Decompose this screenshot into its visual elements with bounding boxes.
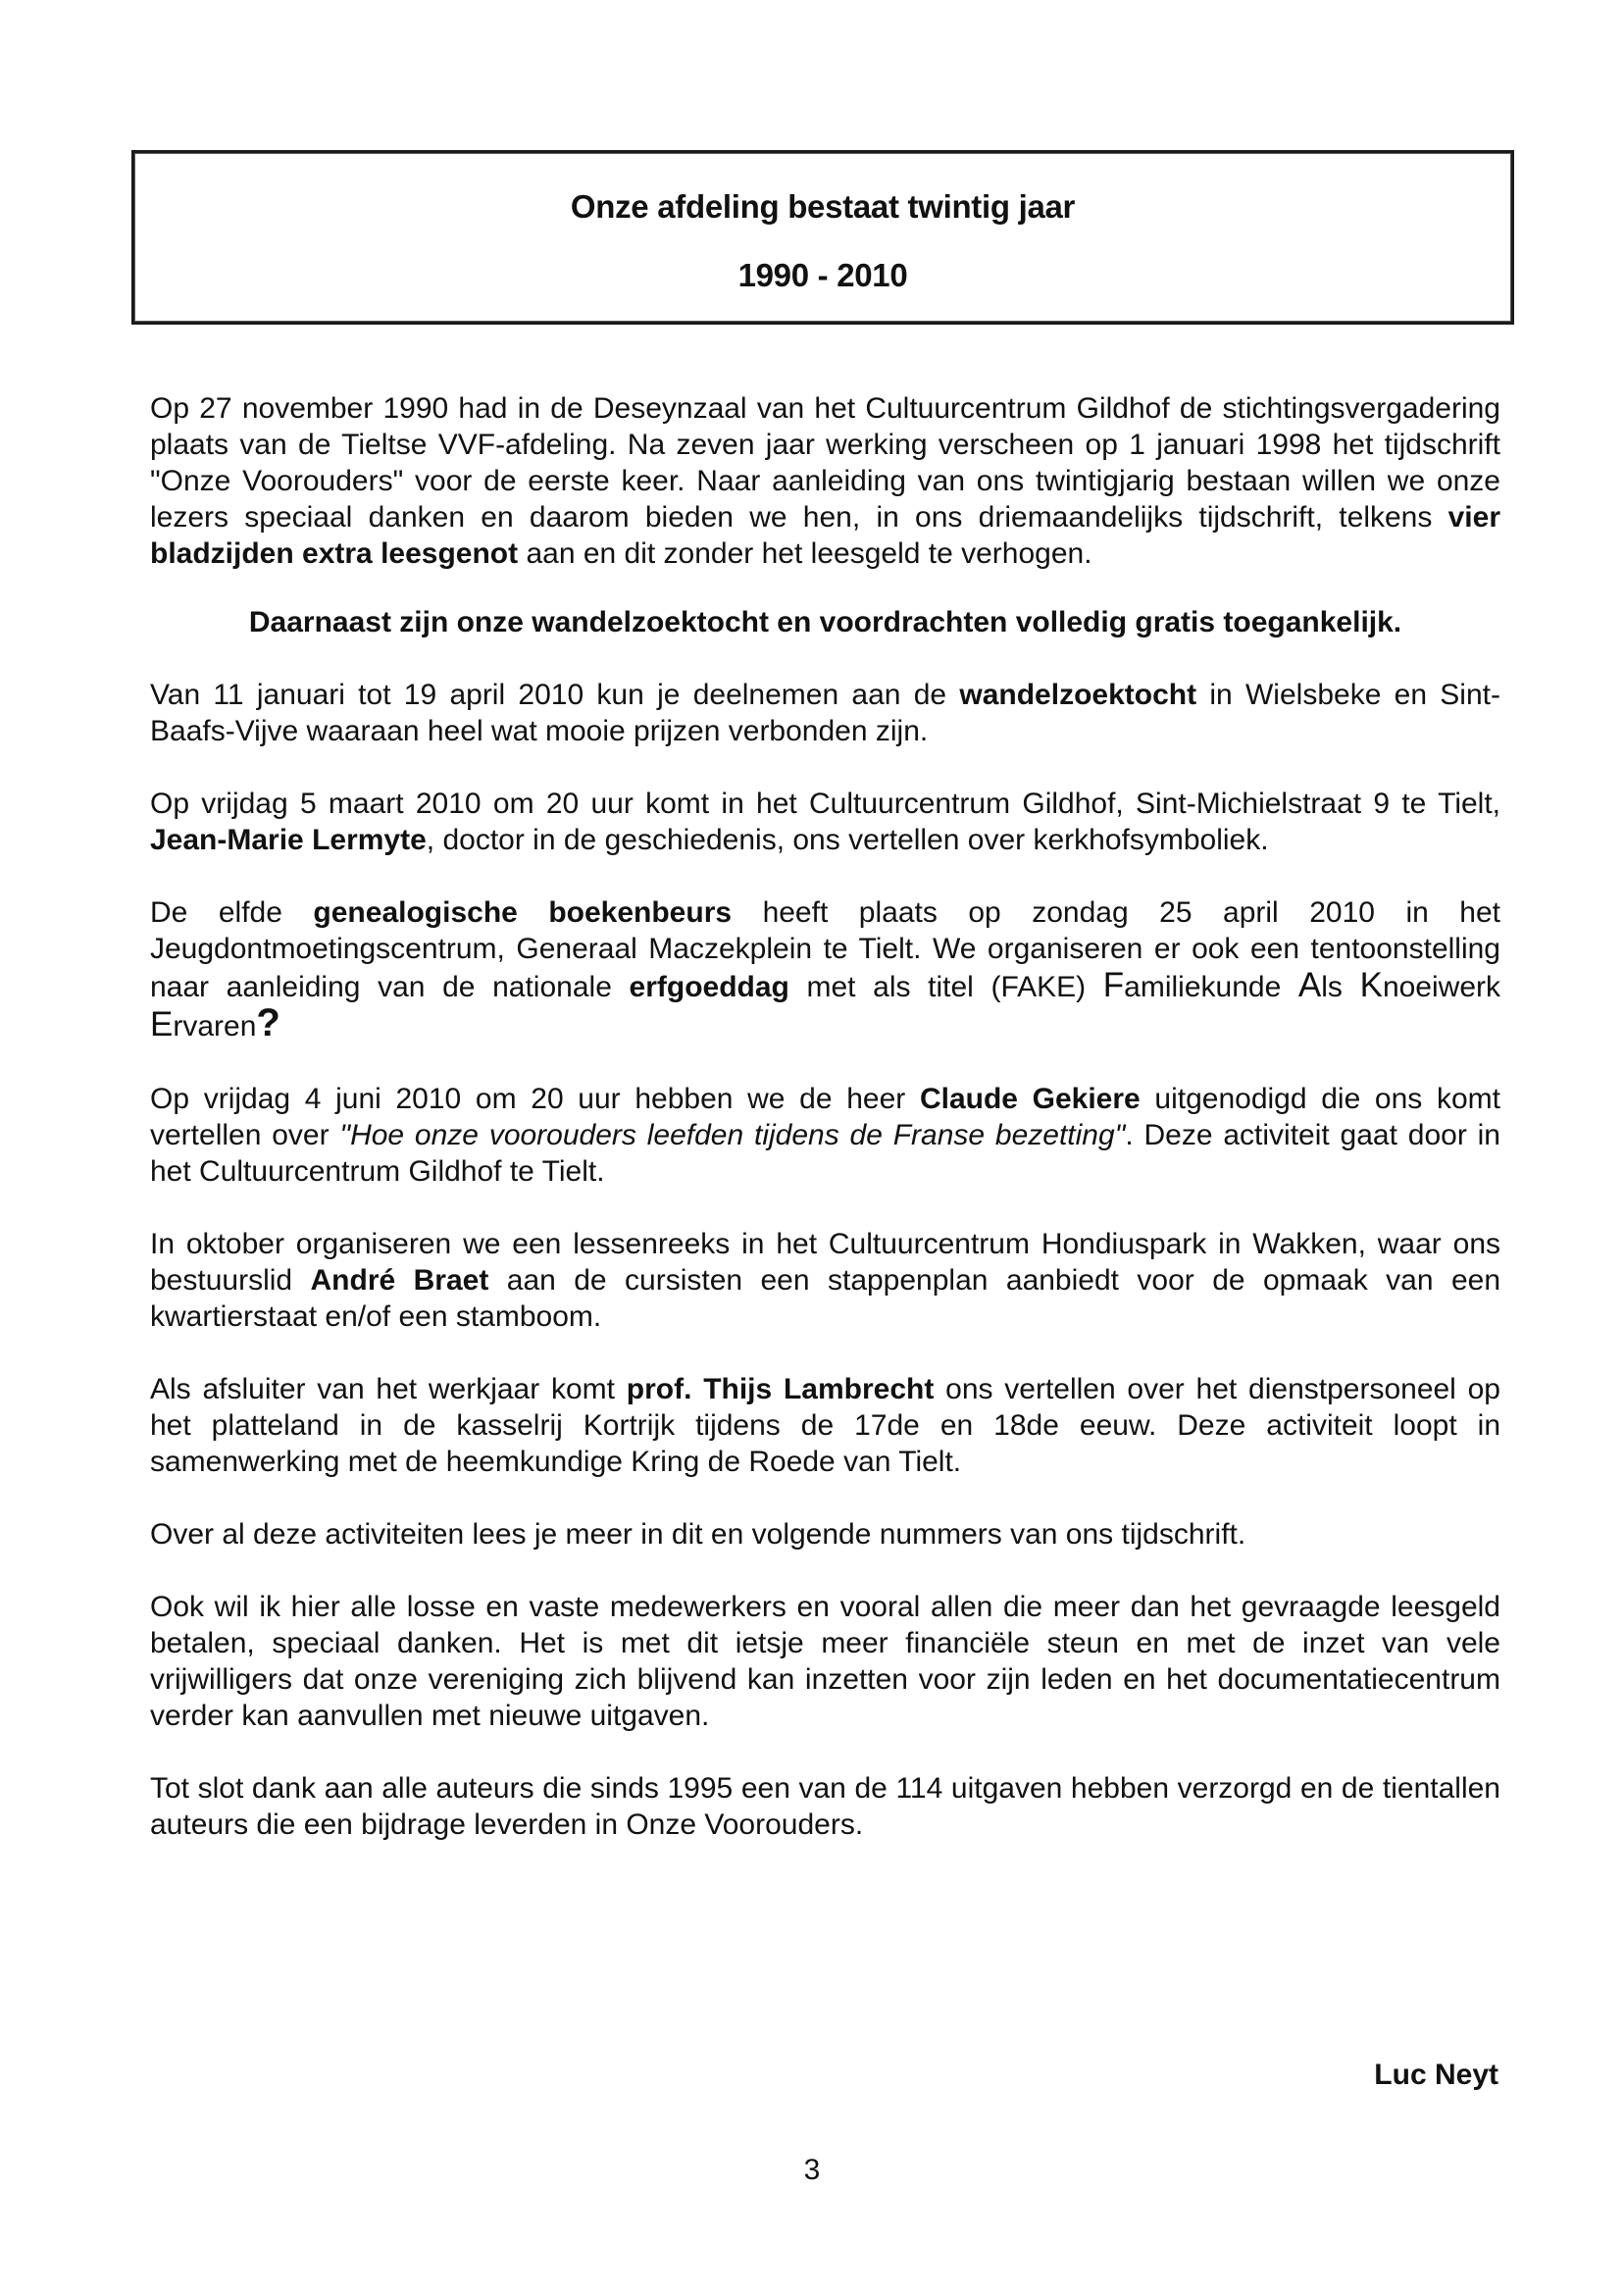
acronym-letter: E	[150, 1005, 174, 1044]
text-run: Op vrijdag 5 maart 2010 om 20 uur komt in het Cultuurcentrum Gildhof, Sint-Michielstraat 9 te Tielt,	[150, 788, 1500, 820]
acronym-letter: A	[1297, 966, 1322, 1004]
text-run: noeiwerk	[1382, 971, 1500, 1003]
text-run: aan en dit zonder het leesgeld te verhogen.	[518, 537, 1092, 570]
emphasis-speaker-gekiere: Claude Gekiere	[919, 1083, 1141, 1115]
emphasis-wandelzoektocht: wandelzoektocht	[959, 679, 1197, 711]
emphasis-erfgoeddag: erfgoeddag	[629, 971, 789, 1003]
text-run: ons vertellen over het dienstpersoneel op het platteland in de kasselrij Kortrijk tijdens de 17de en 18de eeuw. Deze activiteit loopt in samenwerking met de heemkundige Kring de Roede van Tielt.	[150, 1373, 1500, 1478]
text-run: Op vrijdag 4 juni 2010 om 20 uur hebben we de heer	[150, 1083, 920, 1115]
text-run: aan de cursisten een stappenplan aanbiedt voor de opmaak van een kwartierstaat en/of een stamboom.	[150, 1264, 1501, 1333]
author-signature: Luc Neyt	[1374, 2059, 1498, 2091]
article-body	[150, 390, 1500, 1879]
emphasis-speaker-lermyte: Jean-Marie Lermyte	[150, 824, 427, 856]
text-run: In oktober organiseren we een lessenreeks in het Cultuurcentrum Hondiuspark in Wakken, waar ons bestuurslid	[150, 1228, 1500, 1297]
emphasis-book-fair: genealogische boekenbeurs	[313, 896, 733, 929]
emphasis-extra-pages: vier bladzijden extra leesgenot	[150, 501, 1500, 570]
text-run: Van 11 januari tot 19 april 2010 kun je deelnemen aan de	[150, 679, 960, 711]
emphasis-prof-lambrecht: prof. Thijs Lambrecht	[626, 1373, 935, 1405]
paragraph-free-access: Daarnaast zijn onze wandelzoektocht en voordrachten volledig gratis toegankelijk.	[248, 606, 1402, 638]
text-run: Als afsluiter van het werkjaar komt	[150, 1373, 627, 1405]
text-run: Op 27 november 1990 had in de Deseynzaal van het Cultuurcentrum Gildhof de stichtingsvergadering plaats van de Tieltse VVF-afdeling. Na zeven jaar werking verscheen op 1 januari 1998 het tijdschrift "Onze Voorouders" voor de eerste keer. Naar aanleiding van ons twintigjarig bestaan willen we onze lezers speciaal danken en daarom bieden we hen, in ons driemaandelijks tijdschrift, telkens	[150, 392, 1500, 534]
page-title: Onze afdeling bestaat twintig jaar	[570, 188, 1076, 225]
text-run: . Deze activiteit gaat door in het Cultuurcentrum Gildhof te Tielt.	[150, 1119, 1500, 1188]
text-run: ls	[1321, 971, 1360, 1003]
title-box	[131, 150, 1514, 325]
paragraph-lecture-june	[150, 1081, 1500, 1190]
paragraph-more-info: Over al deze activiteiten lees je meer in dit en volgende nummers van ons tijdschrift.	[150, 1518, 1246, 1551]
question-mark: ?	[256, 1001, 280, 1044]
text-run: , doctor in de geschiedenis, ons vertellen over kerkhofsymboliek.	[426, 824, 1269, 856]
text-run: in Wielsbeke en Sint-Baafs-Vijve waaraan heel wat mooie prijzen verbonden zijn.	[150, 679, 1500, 747]
text-run: met als titel (FAKE)	[788, 971, 1103, 1003]
acronym-letter: F	[1102, 966, 1125, 1004]
paragraph-thanks-authors: Tot slot dank aan alle auteurs die sinds 1995 een van de 114 uitgaven hebben verzorgd en de tientallen auteurs die een bijdrage leverden in Onze Voorouders.	[150, 1772, 1500, 1841]
emphasis-andre-braet: André Braet	[310, 1264, 489, 1297]
text-run: heeft plaats op zondag 25 april 2010 in het Jeugdontmoetingscentrum, Generaal Maczekplein te Tielt. We organiseren er ook een tentoonstelling naar aanleiding van de nationale	[150, 896, 1501, 1003]
page-number: 3	[803, 2154, 821, 2186]
paragraph-thanks-volunteers: Ook wil ik hier alle losse en vaste medewerkers en vooral allen die meer dan het gevraagde leesgeld betalen, speciaal danken. Het is met dit ietsje meer financiële steun en met de inzet van vele vrijwilligers dat onze vereniging zich blijvend kan inzetten voor zijn leden en het documentatiecentrum verder kan aanvullen met nieuwe uitgaven.	[150, 1591, 1500, 1732]
paragraph-course-october	[150, 1226, 1500, 1335]
paragraph-founding	[150, 390, 1500, 572]
text-run: De elfde	[150, 896, 314, 929]
lecture-title: "Hoe onze voorouders leefden tijdens de Franse bezetting"	[339, 1119, 1126, 1151]
paragraph-lecture-march	[150, 786, 1500, 858]
text-run: rvaren	[173, 1010, 257, 1043]
paragraph-closing-lecture	[150, 1371, 1500, 1480]
text-run: amiliekunde	[1124, 971, 1298, 1003]
paragraph-book-fair	[150, 894, 1500, 1044]
title-years: 1990 - 2010	[737, 257, 908, 293]
text-run: uitgenodigd die ons komt vertellen over	[150, 1083, 1500, 1151]
paragraph-walking-quest	[150, 677, 1500, 749]
acronym-letter: K	[1359, 966, 1383, 1004]
